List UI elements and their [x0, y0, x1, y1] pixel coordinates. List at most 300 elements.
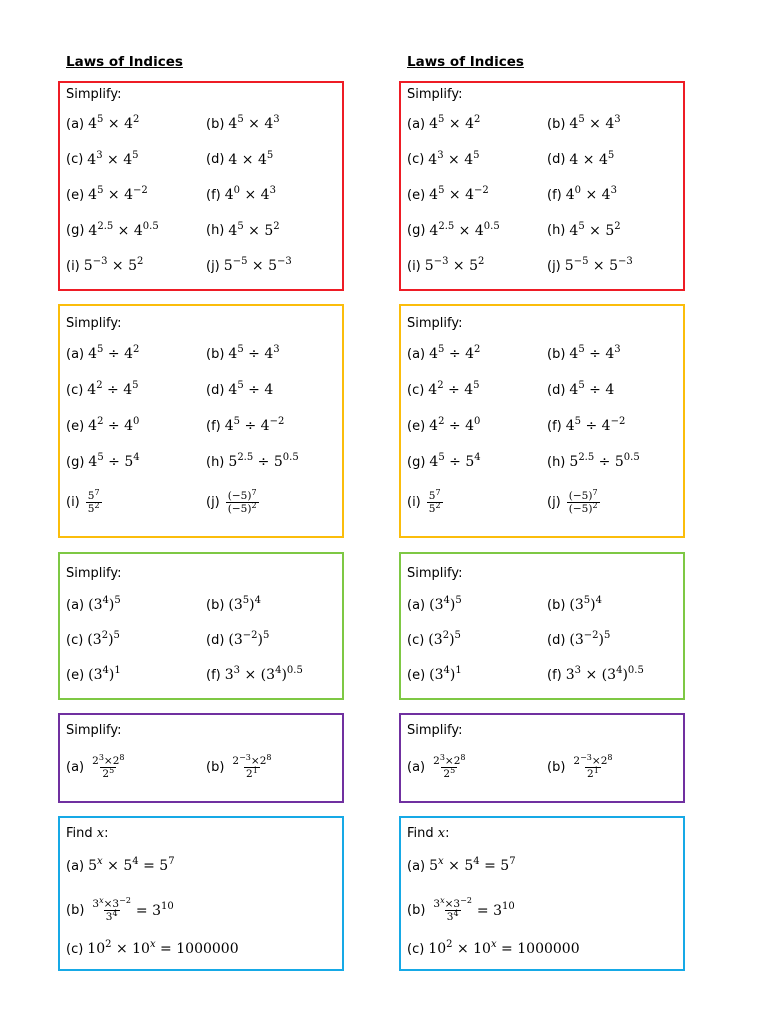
item-label: (j) — [547, 495, 561, 510]
base: 4 — [465, 418, 475, 434]
item-label: (f) — [547, 667, 562, 683]
exercise-item — [66, 418, 139, 434]
exponent: 5 — [263, 630, 270, 641]
base: (−5) — [568, 503, 593, 515]
base: 4 — [428, 151, 438, 168]
math-expression — [429, 454, 480, 470]
exercise-item — [547, 149, 615, 168]
exercise-item — [547, 418, 625, 434]
base: 4 — [257, 151, 267, 168]
exponent: 10 — [502, 900, 515, 912]
exercise-item — [407, 149, 480, 168]
fraction — [431, 755, 467, 780]
exponent: 2 — [132, 344, 140, 355]
operator: ÷ — [594, 454, 615, 470]
exponent: 2 — [614, 220, 621, 232]
operator: ÷ — [103, 418, 125, 434]
exponent: 3 — [574, 665, 582, 676]
base: 2 — [246, 768, 253, 780]
exercise-item — [66, 755, 127, 780]
operator: × — [584, 222, 606, 239]
exercise-item — [66, 858, 175, 874]
exponent: 5 — [97, 114, 104, 125]
item-label: (b) — [547, 597, 566, 613]
base: 4 — [429, 454, 439, 470]
base: 4 — [465, 116, 474, 132]
math-expression — [569, 346, 620, 362]
base: 5 — [123, 858, 133, 874]
exponent: 0.5 — [142, 220, 159, 232]
item-label: (f) — [206, 418, 221, 434]
base: 10 — [87, 941, 106, 957]
exponent: −2 — [583, 630, 599, 641]
base: 4 — [598, 151, 608, 168]
item-label: (b) — [206, 116, 225, 132]
math-expression — [228, 382, 273, 398]
exponent: 5 — [237, 344, 244, 355]
page-title: Laws of Indices — [407, 54, 524, 70]
result-value: 1000000 — [176, 941, 239, 957]
base: 5 — [469, 258, 478, 274]
exponent: x — [99, 896, 104, 905]
fraction — [90, 898, 133, 923]
operator: ÷ — [243, 346, 265, 362]
box-heading: Simplify: — [66, 566, 122, 581]
base: 2 — [573, 755, 581, 767]
exponent: x — [97, 856, 103, 867]
base: 4 — [569, 116, 579, 132]
item-label: (f) — [547, 418, 562, 434]
base: 4 — [605, 346, 615, 362]
exponent: 3 — [96, 149, 103, 161]
exercise-item — [547, 346, 621, 362]
exponent: 5 — [607, 149, 615, 161]
base: 4 — [264, 116, 274, 132]
item-label: (e) — [66, 418, 85, 434]
operator: ÷ — [243, 382, 265, 398]
item-label: (c) — [407, 632, 425, 648]
base: 4 — [429, 346, 439, 362]
powers-exercise-box — [399, 552, 685, 700]
item-label: (e) — [66, 187, 85, 203]
exponent: 2.5 — [97, 220, 114, 232]
exponent: 0 — [474, 416, 481, 427]
exponent: 4 — [102, 595, 109, 606]
math-expression: $(3^2)^5$ — [87, 630, 120, 648]
denominator — [226, 502, 259, 515]
exponent: −2 — [460, 896, 472, 905]
item-label: (g) — [66, 454, 85, 470]
exercise-item — [547, 187, 617, 203]
box-heading: Simplify: — [407, 566, 463, 581]
math-expression: $3^3 \times (3^4)^{0.5}$ — [565, 665, 644, 683]
base: 4 — [429, 222, 439, 239]
base: 5 — [264, 222, 274, 239]
item-label: (i) — [407, 258, 421, 274]
base: 5 — [500, 858, 510, 874]
base: 3 — [446, 911, 454, 923]
item-label: (d) — [206, 152, 225, 167]
exercise-item — [407, 858, 516, 874]
exponent: −3 — [433, 256, 449, 267]
operator: × — [103, 116, 125, 132]
base: 4 — [569, 222, 579, 239]
exponent: 5 — [132, 149, 139, 161]
exercise-item — [407, 755, 468, 780]
exercise-item — [407, 220, 500, 239]
item-label: (c) — [407, 152, 425, 167]
exponent: 2 — [473, 344, 481, 355]
exercise-item — [66, 346, 139, 362]
base: 4 — [133, 222, 143, 239]
exercise-item — [407, 418, 480, 434]
exponent: 5 — [438, 344, 445, 355]
base: 3 — [453, 898, 461, 910]
base: 4 — [260, 418, 270, 434]
base: 4 — [224, 418, 234, 434]
exponent: x — [149, 939, 156, 950]
exponent: 8 — [119, 753, 125, 762]
exercise-item — [206, 187, 276, 203]
math-expression: $5^x \times 5^4 = 5^7$ — [88, 856, 175, 874]
exercise-item — [206, 597, 261, 613]
base: 4 — [465, 346, 474, 362]
exponent: 5 — [578, 220, 585, 232]
box-heading: Simplify: — [407, 723, 463, 738]
item-label: (c) — [66, 382, 84, 398]
exponent: 7 — [509, 856, 516, 867]
base: 3 — [233, 632, 243, 648]
exponent: −3 — [239, 753, 251, 762]
exponent: −5 — [232, 256, 248, 267]
base: 4 — [569, 382, 579, 398]
base: 5 — [87, 490, 95, 502]
numerator: $2^{-3}\times 2^8$ — [573, 753, 613, 767]
math-expression: $(3^2)^5$ — [428, 630, 461, 648]
heading-colon: : — [104, 826, 109, 841]
base: 2 — [232, 755, 240, 767]
heading-text: Find — [407, 826, 434, 841]
operator: × — [113, 222, 134, 239]
base: 4 — [464, 382, 474, 398]
base: 4 — [88, 346, 98, 362]
exercise-item — [407, 898, 515, 923]
math-expression — [429, 898, 514, 923]
operator: ÷ — [444, 454, 466, 470]
base: 4 — [569, 151, 579, 168]
exponent: 2 — [101, 630, 109, 641]
numerator: $2^3\times 2^8$ — [433, 753, 466, 767]
exponent: 5 — [578, 380, 585, 391]
exponent: 2 — [273, 220, 280, 232]
operator: × — [243, 116, 265, 132]
exponent: 5 — [473, 380, 480, 391]
exponent: 2 — [473, 114, 481, 125]
item-label: (d) — [206, 382, 225, 398]
exponent: 5 — [97, 452, 104, 463]
exercise-item — [407, 667, 462, 683]
exercise-item — [407, 346, 480, 362]
fraction — [86, 490, 102, 515]
denominator — [441, 767, 457, 780]
exponent: 2 — [435, 501, 441, 510]
math-expression — [224, 258, 292, 274]
item-label: (c) — [66, 941, 84, 957]
math-expression: $(3^{-2})^5$ — [569, 630, 611, 648]
find-x-exercise-box — [399, 816, 685, 971]
base: 3 — [565, 667, 575, 683]
math-expression — [569, 454, 639, 470]
base: 2 — [259, 755, 267, 767]
exponent: 2 — [438, 416, 445, 427]
exponent: 3 — [614, 114, 621, 125]
base: 4 — [124, 418, 134, 434]
math-expression — [88, 418, 139, 434]
item-label: (a) — [66, 597, 85, 613]
exercise-item — [407, 632, 461, 648]
exercise-item — [66, 941, 239, 957]
exponent: 1 — [252, 766, 258, 775]
multiply-exercise-box — [58, 81, 344, 291]
exercise-item — [547, 667, 644, 683]
base: 4 — [224, 187, 234, 203]
math-expression — [569, 149, 615, 168]
base: 4 — [264, 382, 274, 398]
heading-colon: : — [445, 826, 450, 841]
exercise-item — [206, 418, 284, 434]
math-expression — [429, 220, 500, 239]
base: 3 — [92, 632, 102, 648]
exponent: 2 — [96, 380, 103, 391]
item-label: (g) — [407, 223, 426, 238]
exercise-item — [547, 116, 621, 132]
math-expression — [88, 898, 173, 923]
base: 10 — [132, 941, 150, 957]
base: 4 — [88, 187, 98, 203]
exponent: 2 — [97, 416, 104, 427]
item-label: (g) — [407, 454, 426, 470]
math-expression: $(3^4)^5$ — [429, 595, 462, 613]
math-expression — [569, 382, 614, 398]
exercise-item — [206, 116, 280, 132]
exercise-item — [66, 220, 159, 239]
exponent: 3 — [610, 185, 617, 196]
denominator — [104, 910, 120, 923]
base: 4 — [88, 116, 98, 132]
right-hand-side: = $3^{10}$ — [476, 900, 515, 919]
exponent: −2 — [119, 896, 131, 905]
math-expression — [225, 418, 285, 434]
base: 10 — [473, 941, 491, 957]
item-label: (b) — [547, 346, 566, 362]
item-label: (a) — [407, 760, 426, 775]
exercise-item — [66, 597, 121, 613]
exercise-item — [66, 490, 102, 515]
exponent: −2 — [269, 416, 285, 427]
exponent: 5 — [578, 344, 585, 355]
exponent: 4 — [453, 909, 459, 918]
divide-exercise-box — [399, 304, 685, 538]
math-expression: $(3^4)^1$ — [88, 665, 121, 683]
base: 4 — [124, 346, 133, 362]
item-label: (h) — [206, 454, 225, 470]
base: 5 — [564, 258, 574, 274]
exponent: 5 — [450, 766, 456, 775]
math-expression: $(3^{-2})^5$ — [228, 630, 270, 648]
exponent: 4 — [443, 665, 450, 676]
base: 4 — [474, 222, 484, 239]
exponent: −2 — [133, 185, 148, 196]
item-label: (c) — [66, 632, 84, 648]
exponent: 7 — [94, 488, 100, 497]
exercise-item — [206, 220, 280, 239]
operator: ÷ — [444, 418, 466, 434]
item-label: (b) — [407, 903, 426, 918]
base: 4 — [605, 116, 615, 132]
exponent: 5 — [604, 630, 611, 641]
exponent: 4 — [112, 909, 118, 918]
operator: ÷ — [240, 418, 261, 434]
item-label: (j) — [206, 258, 220, 274]
exponent: 0.5 — [483, 220, 500, 232]
operator: × — [103, 187, 125, 203]
base: 3 — [433, 632, 443, 648]
multiply-exercise-box — [399, 81, 685, 291]
base: 4 — [228, 151, 238, 168]
operator: × — [454, 222, 475, 239]
exponent: 3 — [273, 114, 280, 125]
exponent: 4 — [132, 856, 139, 867]
item-label: (e) — [66, 667, 85, 683]
operator: × — [102, 151, 124, 168]
exponent: 3 — [437, 149, 444, 161]
operator: ÷ — [253, 454, 274, 470]
base: 5 — [424, 258, 434, 274]
exponent: 2.5 — [237, 452, 254, 463]
base: 2 — [587, 768, 594, 780]
exercise-item — [547, 632, 610, 648]
exercise-item — [547, 220, 621, 239]
base: 3 — [266, 667, 276, 683]
exercise-item — [547, 755, 614, 780]
base: 4 — [601, 418, 611, 434]
exercise-item — [66, 116, 139, 132]
exercise-item — [66, 258, 143, 274]
math-expression — [225, 187, 276, 203]
fraction — [226, 490, 259, 515]
exponent: 4 — [133, 452, 140, 463]
exponent: 7 — [592, 488, 598, 497]
base: 4 — [429, 116, 439, 132]
powers-exercise-box — [58, 552, 344, 700]
exponent: 5 — [114, 595, 121, 606]
denominator — [427, 502, 443, 515]
base: 3 — [93, 667, 103, 683]
exponent: 2 — [592, 501, 598, 510]
fraction — [90, 755, 126, 780]
base: 4 — [88, 418, 98, 434]
fraction — [431, 898, 474, 923]
exponent: 0.5 — [627, 665, 644, 676]
base: 3 — [493, 902, 503, 919]
operator: ÷ — [584, 382, 606, 398]
base: 4 — [428, 382, 438, 398]
exponent: 7 — [251, 488, 257, 497]
exercise-item — [206, 490, 259, 515]
numerator: $3^x\times 3^{-2}$ — [433, 896, 472, 910]
exponent: 3 — [233, 665, 241, 676]
exercise-item — [66, 898, 174, 923]
base: 2 — [112, 755, 120, 767]
base: 4 — [87, 382, 97, 398]
box-heading — [66, 826, 109, 841]
base: 5 — [128, 258, 137, 274]
base: 4 — [565, 418, 575, 434]
exercise-item — [547, 454, 640, 470]
base: 3 — [574, 632, 584, 648]
exercise-item — [66, 149, 139, 168]
operator: ÷ — [103, 454, 125, 470]
operator: × — [237, 151, 258, 168]
math-expression — [429, 187, 489, 203]
exponent: 5 — [237, 220, 244, 232]
base: 5 — [83, 258, 93, 274]
exponent: 8 — [607, 753, 613, 762]
result-value: 1000000 — [517, 941, 580, 957]
denominator — [585, 767, 601, 780]
base: 5 — [124, 454, 134, 470]
item-label: (e) — [407, 667, 426, 683]
base: 4 — [228, 382, 238, 398]
base: 3 — [152, 902, 162, 919]
exercise-item — [66, 382, 139, 398]
base: 5 — [605, 222, 615, 239]
operator: × — [444, 187, 466, 203]
math-expression — [425, 258, 485, 274]
math-expression: $(3^4)^5$ — [88, 595, 121, 613]
base: 4 — [569, 346, 579, 362]
exponent: 5 — [266, 149, 274, 161]
exercise-item — [66, 454, 140, 470]
exercise-item — [547, 597, 602, 613]
item-label: (i) — [66, 495, 80, 510]
divide-exercise-box — [58, 304, 344, 538]
exercise-item — [407, 941, 580, 957]
exercise-item — [407, 454, 481, 470]
base: 3 — [112, 898, 120, 910]
base: 3 — [574, 597, 584, 613]
item-label: (d) — [206, 632, 225, 648]
item-label: (a) — [66, 858, 85, 874]
item-label: (b) — [547, 760, 566, 775]
denominator — [100, 767, 116, 780]
math-expression — [87, 149, 139, 168]
exponent: 7 — [168, 856, 175, 867]
exponent: −3 — [92, 256, 108, 267]
variable: x — [96, 826, 105, 841]
exponent: 2 — [94, 501, 100, 510]
exponent: 2 — [137, 256, 144, 267]
exponent: 2 — [446, 939, 453, 950]
exponent: x — [440, 896, 445, 905]
exponent: 0 — [233, 185, 241, 196]
base: 5 — [569, 454, 579, 470]
base: 5 — [609, 258, 618, 274]
exponent: 5 — [242, 595, 250, 606]
base: 2 — [92, 755, 99, 767]
item-label: (j) — [547, 258, 561, 274]
operator: × — [443, 151, 465, 168]
